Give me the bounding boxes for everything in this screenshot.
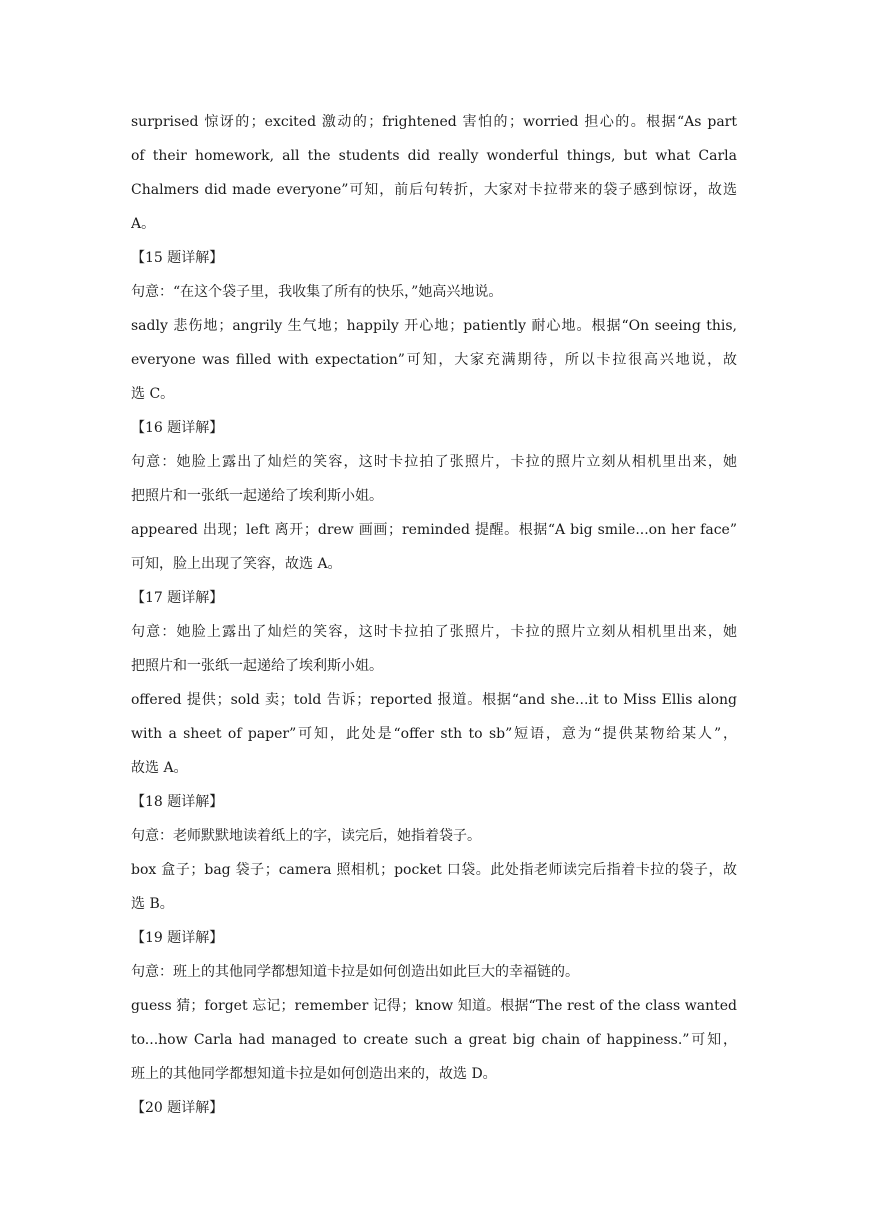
section-heading: 【19 题详解】 [131,930,224,946]
text-line: 故选 A。 [131,760,188,776]
paragraph [131,513,737,581]
paragraph [131,309,737,411]
paragraph [131,819,737,853]
text-line: A。 [131,216,156,232]
paragraph [131,445,737,513]
text-line: 句意：老师默默地读着纸上的字，读完后，她指着袋子。 [131,828,481,844]
text-line: Chalmers did made everyone”可知，前后句转折，大家对卡拉带来的袋子感到惊讶，故选 [131,182,737,198]
text-line: 句意：她脸上露出了灿烂的笑容，这时卡拉拍了张照片，卡拉的照片立刻从相机里出来，她 [131,624,737,640]
paragraph [131,853,737,921]
section-heading: 【18 题详解】 [131,794,224,810]
document-body [131,105,737,1125]
text-line: appeared 出现；left 离开；drew 画画；reminded 提醒。根据“A big smile...on her face” [131,522,737,538]
text-line: with a sheet of paper”可知，此处是“offer sth to sb”短语，意为“提供某物给某人”， [131,726,737,742]
text-line: to...how Carla had managed to create such a great big chain of happiness.”可知， [131,1032,737,1048]
section-heading: 【16 题详解】 [131,420,224,436]
section-heading: 【17 题详解】 [131,590,224,606]
text-line: 把照片和一张纸一起递给了埃利斯小姐。 [131,658,383,674]
paragraph [131,683,737,785]
text-line: 句意：“在这个袋子里，我收集了所有的快乐，”她高兴地说。 [131,284,503,300]
text-line: 选 C。 [131,386,175,402]
text-line: of their homework, all the students did really wonderful things, but what Carla [131,148,737,164]
section-heading: 【20 题详解】 [131,1100,224,1116]
text-line: 选 B。 [131,896,174,912]
text-line: 句意：她脸上露出了灿烂的笑容，这时卡拉拍了张照片，卡拉的照片立刻从相机里出来，她 [131,454,737,470]
text-line: 把照片和一张纸一起递给了埃利斯小姐。 [131,488,383,504]
paragraph [131,275,737,309]
text-line: everyone was filled with expectation”可知，大家充满期待，所以卡拉很高兴地说，故 [131,352,737,368]
paragraph [131,105,737,241]
text-line: 可知，脸上出现了笑容，故选 A。 [131,556,342,572]
text-line: offered 提供；sold 卖；told 告诉；reported 报道。根据“and she...it to Miss Ellis along [131,692,737,708]
text-line: sadly 悲伤地；angrily 生气地；happily 开心地；patiently 耐心地。根据“On seeing this, [131,318,737,334]
text-line: surprised 惊讶的；excited 激动的；frightened 害怕的；worried 担心的。根据“As part [131,114,737,130]
paragraph [131,955,737,989]
text-line: box 盒子；bag 袋子；camera 照相机；pocket 口袋。此处指老师读完后指着卡拉的袋子，故 [131,862,737,878]
text-line: guess 猜；forget 忘记；remember 记得；know 知道。根据“The rest of the class wanted [131,998,737,1014]
section-heading: 【15 题详解】 [131,250,224,266]
paragraph [131,615,737,683]
paragraph [131,989,737,1091]
text-line: 班上的其他同学都想知道卡拉是如何创造出来的，故选 D。 [131,1066,497,1082]
text-line: 句意：班上的其他同学都想知道卡拉是如何创造出如此巨大的幸福链的。 [131,964,579,980]
